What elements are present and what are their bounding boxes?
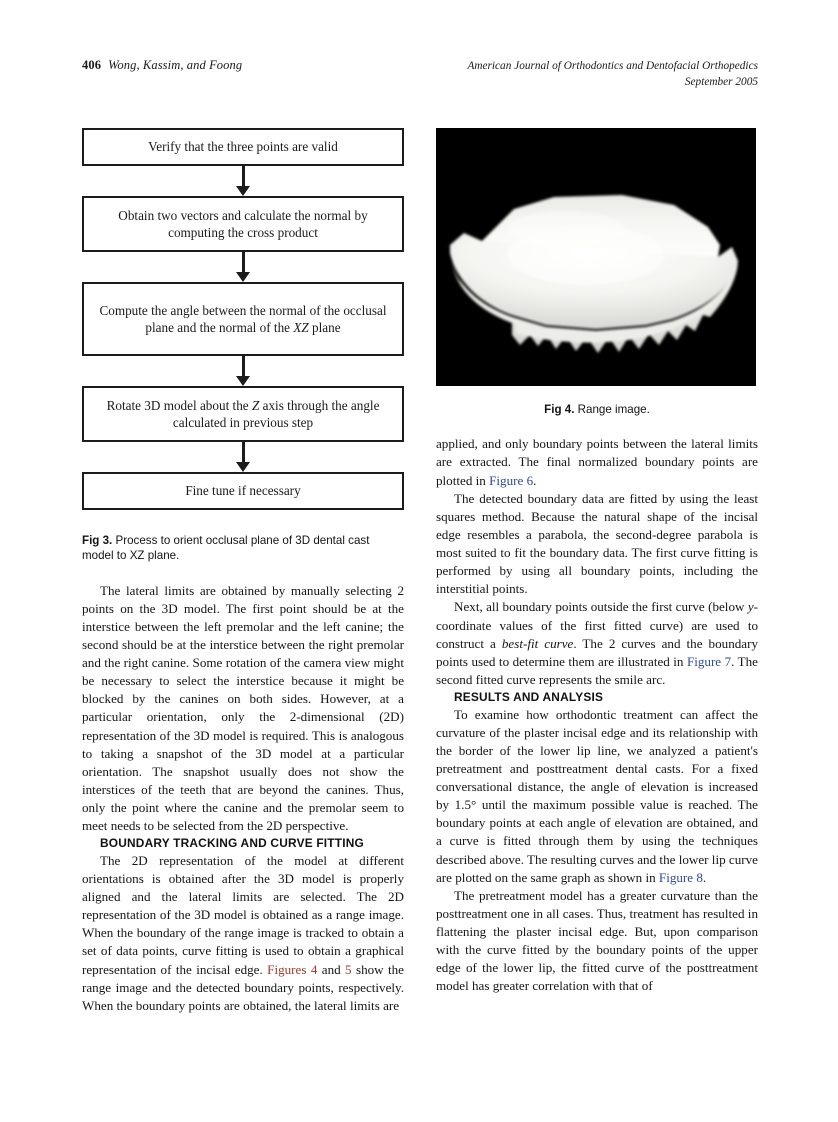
right-paragraph-4: To examine how orthodontic treatment can affect the curvature of the plaster incisal edge and its relationship with the border of the lower lip line, we analyzed a patient's pretreatment and posttreatment dental casts. For a fixed conversational distance, the angle of elevation is increased by 1.5° until the maximum possible value is reached. The boundary points at each angle of elevation are obtained, and a curve is fitted through them by using the techniques described above. The resulting curves and the lower lip curve are plotted on the same graph as shown in Figure 8. (436, 706, 758, 885)
left-column (82, 128, 404, 1015)
section-heading-boundary-tracking: BOUNDARY TRACKING AND CURVE FITTING (100, 836, 364, 851)
page-folio: 406 (82, 58, 102, 72)
flowchart-step-2 (82, 196, 404, 252)
running-head-authors: Wong, Kassim, and Foong (108, 58, 243, 72)
right-paragraph-5: The pretreatment model has a greater curvature than the posttreatment one in all cases. Thus, treatment has resulted in flattening the plaster incisal edge. But, upon comparison with the curve fitted by the boundary points of the upper edge of the lower lip, the fitted curve of the posttreatment model has greater correlation with that of (436, 887, 758, 994)
figure-3-caption-text: Process to orient occlusal plane of 3D dental cast model to XZ plane. (82, 534, 370, 563)
running-head-right (467, 58, 758, 91)
journal-date: September 2005 (684, 76, 758, 89)
left-paragraph-2: The 2D representation of the model at different orientations is obtained after the 3D model is properly aligned and the lateral limits are selected. The 2D representation of the 3D model is obtained as a range image. When the boundary of the range image is tracked to obtain a set of data points, curve fitting is used to obtain a graphical representation of the incisal edge. Figures 4 and 5 show the range image and the detected boundary points, respectively. When the boundary points are obtained, the lateral limits are (82, 852, 404, 1013)
figure-4-caption-text: Range image. (574, 403, 650, 416)
flowchart-arrow-3 (82, 356, 404, 386)
xref-figure-7[interactable]: Figure 7 (686, 653, 732, 669)
right-column-body (436, 435, 758, 995)
italic-best-fit-curve: best-fit curve (501, 635, 574, 651)
figure-4-caption (436, 402, 758, 417)
right-paragraph-1: applied, and only boundary points between the lateral limits are extracted. The final normalized boundary points are plotted in Figure 6. (436, 436, 758, 488)
running-head (82, 58, 758, 91)
flowchart-arrow-1 (82, 166, 404, 196)
flowchart-step-2-label: Obtain two vectors and calculate the normal by computing the cross product (118, 207, 368, 240)
right-column (436, 128, 758, 996)
figure-4-range-image (436, 128, 756, 386)
running-head-left (82, 58, 242, 73)
flowchart-step-4 (82, 386, 404, 442)
xref-figure-5[interactable]: 5 (345, 961, 352, 977)
xref-figure-8[interactable]: Figure 8 (658, 869, 703, 885)
journal-title: American Journal of Orthodontics and Dentofacial Orthopedics (467, 60, 758, 72)
flowchart-arrow-2 (82, 252, 404, 282)
flowchart-step-3-italic: XZ (293, 320, 309, 335)
xref-figure-6[interactable]: Figure 6 (489, 472, 534, 488)
flowchart-step-4-italic: Z (251, 397, 260, 413)
flowchart-step-5-label: Fine tune if necessary (185, 483, 301, 499)
flowchart-arrow-4 (82, 442, 404, 472)
flowchart-step-4-label: Rotate 3D model about the Z axis through the angle calculated in previous step (106, 397, 380, 430)
section-heading-results-analysis: RESULTS AND ANALYSIS (454, 690, 604, 705)
right-paragraph-2: The detected boundary data are fitted by using the least squares method. Because the natural shape of the incisal edge resembles a parabola, the second-degree parabola is most suited to fit the boundary data. The first curve fitting is performed by using all boundary points, including the interstitial points. (436, 490, 758, 597)
xref-figures-4[interactable]: Figures 4 (267, 961, 318, 977)
flowchart-step-3-label: Compute the angle between the normal of the occlusal plane and the normal of the XZ plane (99, 302, 387, 335)
flowchart-step-1 (82, 128, 404, 166)
figure-4-caption-label: Fig 4. (544, 403, 575, 416)
flowchart-step-1-label: Verify that the three points are valid (148, 139, 338, 155)
right-paragraph-3: Next, all boundary points outside the first curve (below y-coordinate values of the first fitted curve) are used to construct a best-fit curve. The 2 curves and the boundary points used to determine them are illustrated in Figure 7. The second fitted curve represents the smile arc. (436, 599, 759, 687)
left-column-body (82, 582, 404, 1015)
flowchart-step-5 (82, 472, 404, 510)
flowchart-step-3 (82, 282, 404, 356)
italic-y: y (747, 599, 754, 615)
dental-cast-render (446, 183, 746, 363)
figure-3-caption-label: Fig 3. (82, 534, 113, 547)
left-paragraph-1: The lateral limits are obtained by manually selecting 2 points on the 3D model. The first point should be at the interstice between the left premolar and the left canine; the second should be at the interstice between the right premolar and the right canine. Some rotation of the camera view might be necessary to select the interstice because it might be blocked by the canines on both sides. However, at a particular orientation, only the 2-dimensional (2D) representation of the 3D model is required. This is analogous to taking a snapshot of the 3D model at a particular orientation. The snapshot usually does not show the interstices of the teeth that are beyond the canines. Thus, only the point where the canine and the premolar seem to meet needs to be selected from the 2D perspective. (82, 582, 404, 834)
figure-3-caption (82, 533, 404, 564)
figure-3-flowchart (82, 128, 404, 510)
